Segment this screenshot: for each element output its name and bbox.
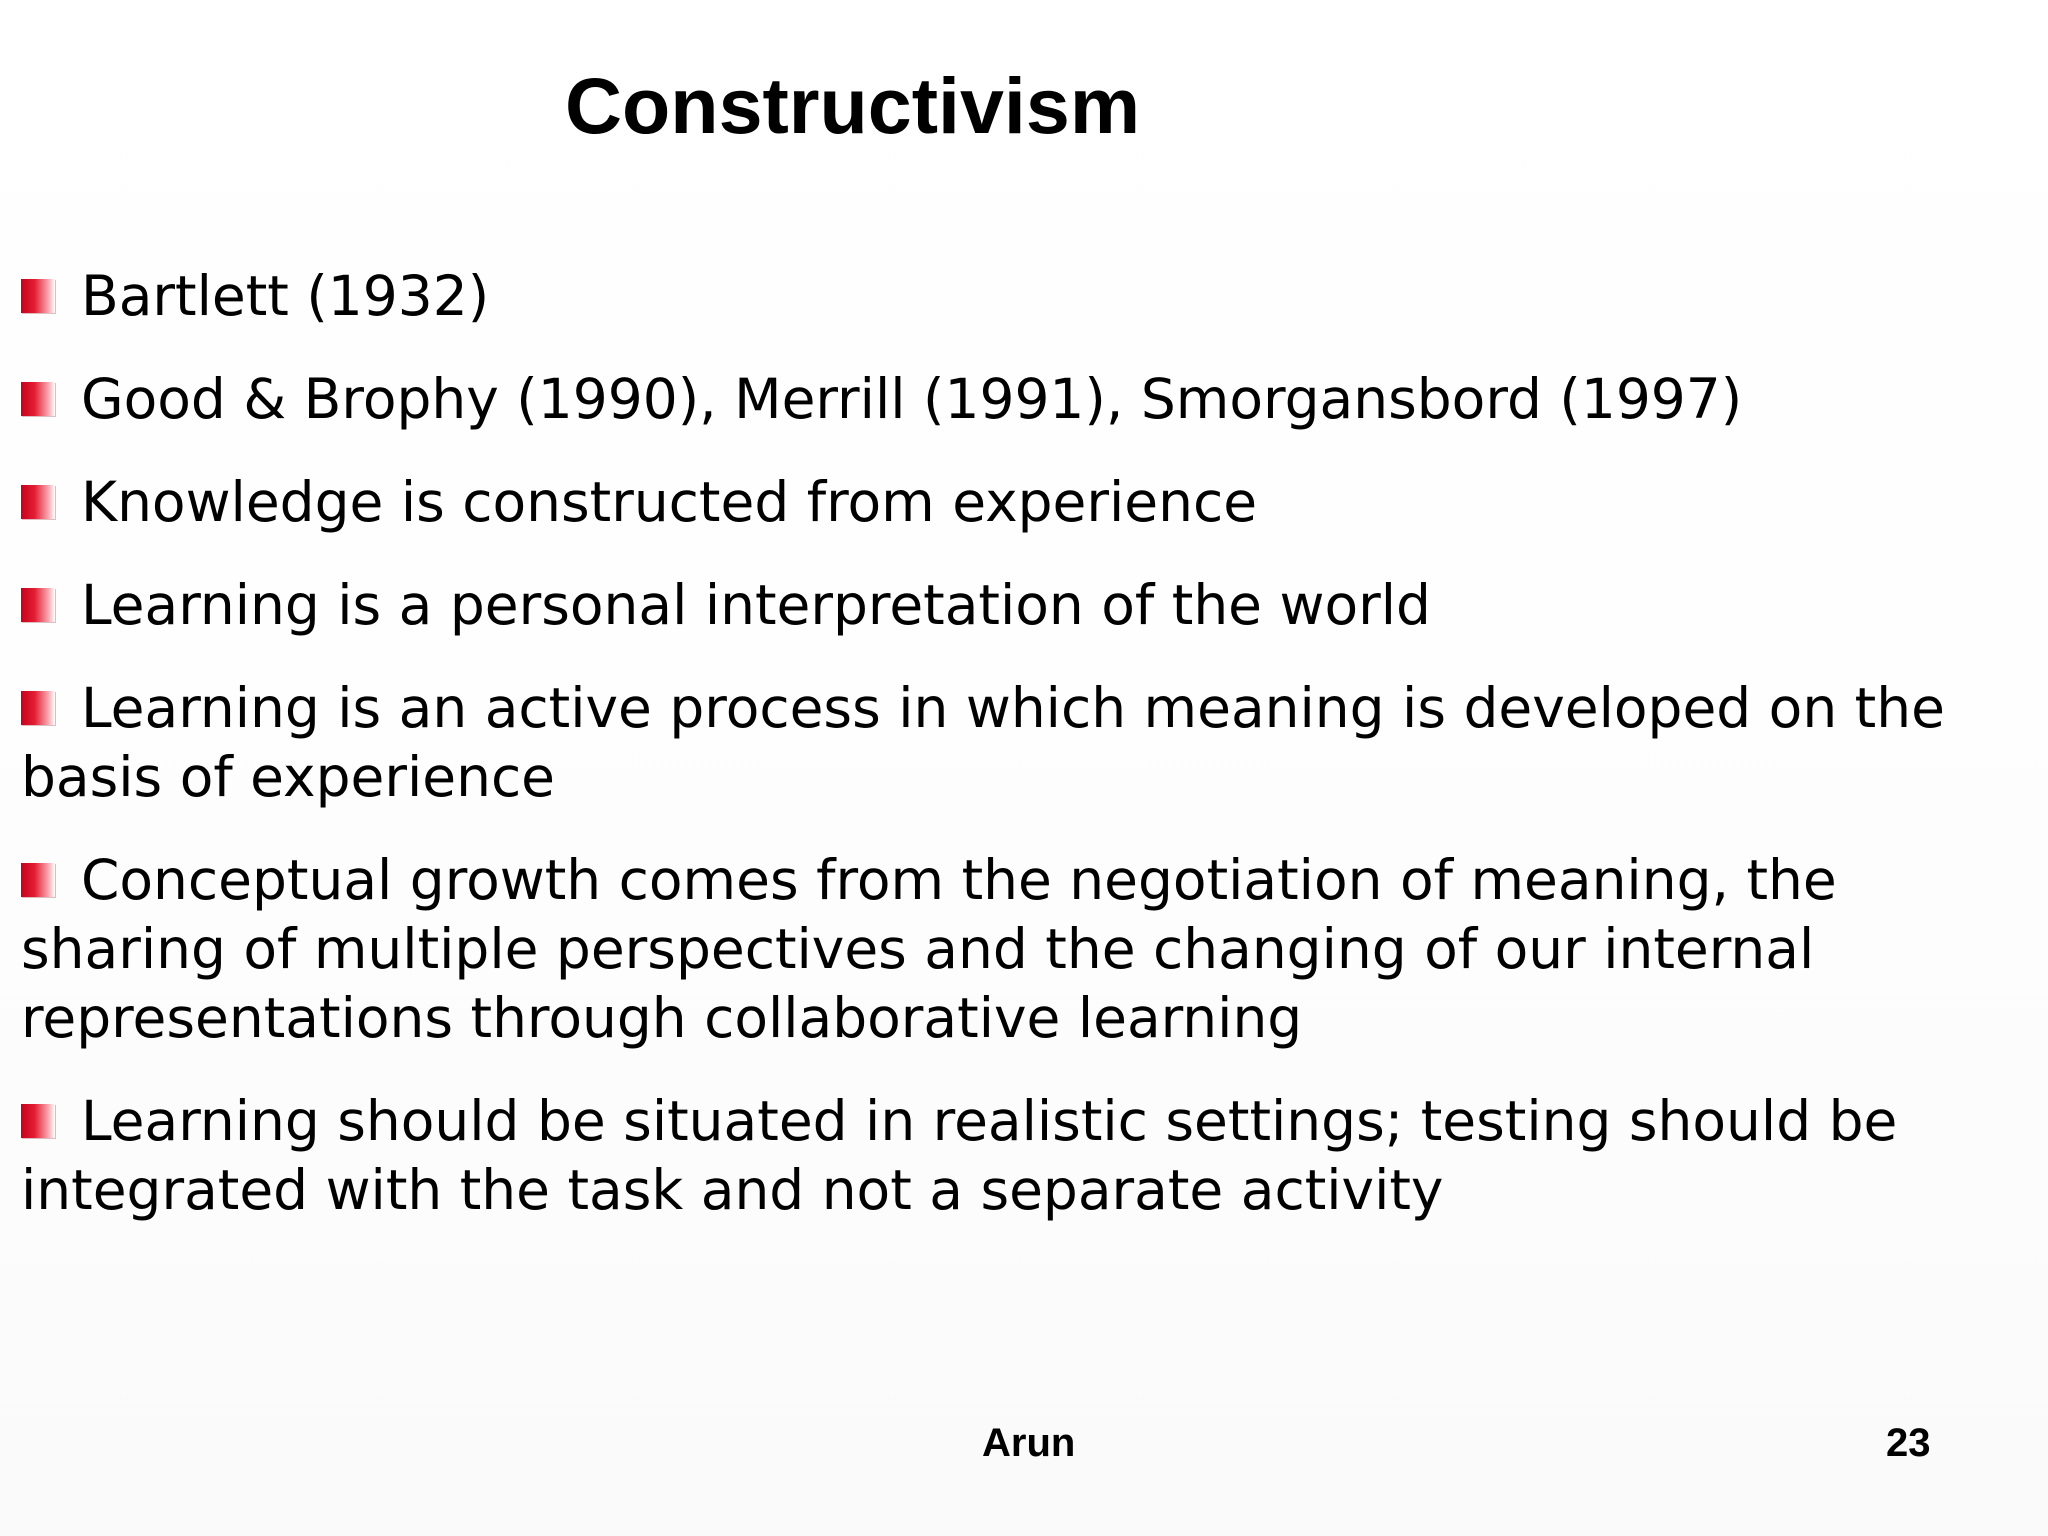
bullet-square-icon bbox=[21, 863, 55, 897]
bullet-square-icon bbox=[21, 382, 55, 416]
bullet-item bbox=[21, 674, 2031, 812]
bullet-square-icon bbox=[21, 485, 55, 519]
bullet-text: Conceptual growth comes from the negotiation of meaning, the sharing of multiple perspectives and the changing of our internal representations through collaborative learning bbox=[21, 848, 1837, 1050]
bullet-square-icon bbox=[21, 588, 55, 622]
slide-page-number: 23 bbox=[1886, 1421, 1931, 1465]
bullet-square-icon bbox=[21, 279, 55, 313]
footer-author: Arun bbox=[982, 1421, 1076, 1465]
bullet-item bbox=[21, 262, 2031, 331]
bullet-item bbox=[21, 365, 2031, 434]
bullet-square-icon bbox=[21, 1104, 55, 1138]
bullet-item bbox=[21, 1087, 2031, 1225]
slide-title: Constructivism bbox=[565, 61, 1141, 150]
bullet-item bbox=[21, 571, 2031, 640]
bullet-item bbox=[21, 468, 2031, 537]
bullet-square-icon bbox=[21, 691, 55, 725]
bullet-text: Learning is an active process in which meaning is developed on the basis of experience bbox=[21, 676, 1945, 809]
bullet-list bbox=[21, 262, 2031, 1259]
bullet-text: Good & Brophy (1990), Merrill (1991), Smorgansbord (1997) bbox=[81, 367, 1743, 431]
bullet-text: Bartlett (1932) bbox=[81, 264, 490, 328]
bullet-item bbox=[21, 846, 2031, 1053]
bullet-text: Learning should be situated in realistic settings; testing should be integrated with the task and not a separate activity bbox=[21, 1089, 1898, 1222]
bullet-text: Knowledge is constructed from experience bbox=[81, 470, 1258, 534]
bullet-text: Learning is a personal interpretation of the world bbox=[81, 573, 1431, 637]
